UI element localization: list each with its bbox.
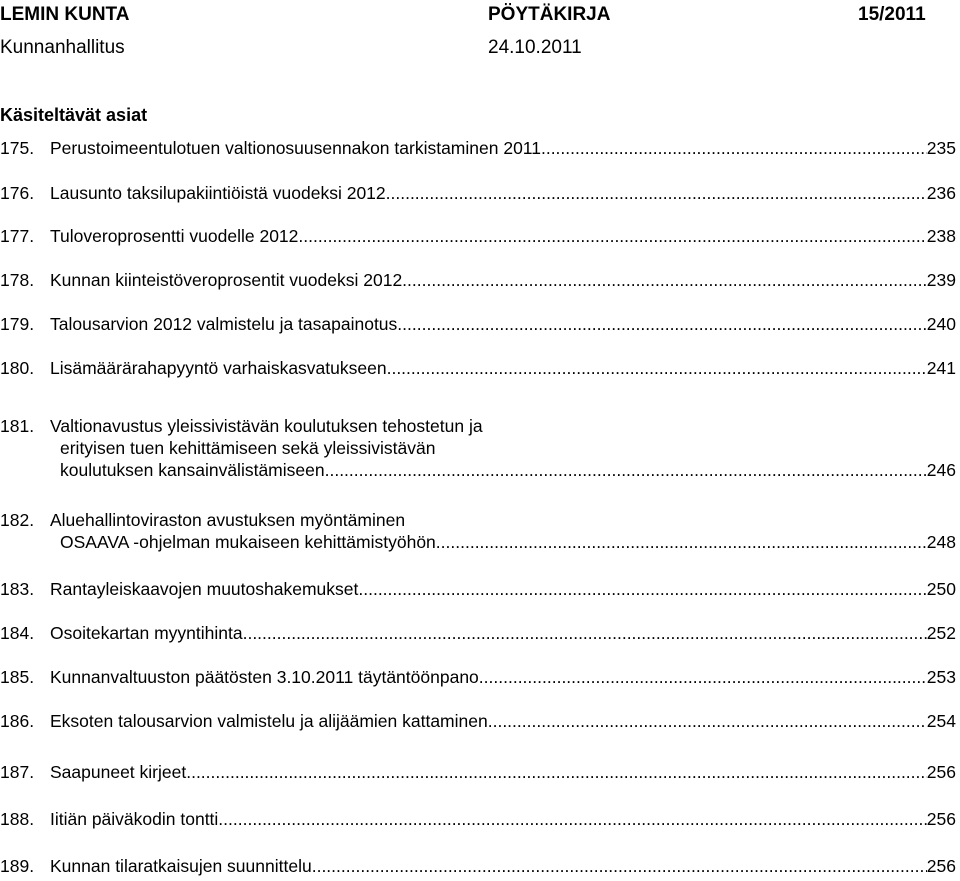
dot-leader [303, 225, 927, 247]
item-number: 180. [0, 358, 35, 378]
item-title: Lisämäärärahapyyntö varhaiskasvatukseen. [50, 358, 392, 378]
item-number: 181. [0, 416, 35, 436]
item-title: Valtionavustus yleissivistävän koulutuksen tehostetun ja [50, 416, 483, 436]
item-number: 177. [0, 226, 35, 246]
dot-leader [329, 459, 926, 481]
item-title: Aluehallintoviraston avustuksen myöntäminen [50, 510, 406, 530]
item-title: Osoitekartan myyntihinta. [50, 623, 248, 643]
page-number: 254 [926, 711, 956, 731]
agenda-item [0, 269, 956, 291]
dot-leader [247, 622, 926, 644]
dot-leader [391, 357, 926, 379]
agenda-item [0, 666, 956, 688]
item-title: Talousarvion 2012 valmistelu ja tasapainotus. [50, 314, 403, 334]
dot-leader [407, 269, 927, 291]
item-number: 183. [0, 579, 35, 599]
agenda-item [0, 509, 956, 553]
item-number: 179. [0, 314, 35, 334]
item-number: 182. [0, 510, 35, 530]
organization-name: LEMIN KUNTA [0, 4, 130, 25]
page-number: 256 [926, 809, 956, 829]
page-number: 236 [926, 183, 956, 203]
item-number: 175. [0, 138, 35, 158]
agenda-item [0, 622, 956, 644]
dot-leader [223, 808, 927, 830]
dot-leader [441, 531, 927, 553]
agenda-item [0, 710, 956, 732]
page-number: 235 [926, 138, 956, 158]
page-number: 240 [926, 314, 956, 334]
item-number: 186. [0, 711, 35, 731]
item-title: Tuloveroprosentti vuodelle 2012. [50, 226, 304, 246]
document-number: 15/2011 [858, 4, 926, 25]
meeting-body: Kunnanhallitus [0, 37, 125, 58]
item-number: 176. [0, 183, 35, 203]
agenda-item [0, 182, 956, 204]
page-number: 246 [926, 460, 956, 480]
item-title: Kunnanvaltuuston päätösten 3.10.2011 täytäntöönpano. [50, 667, 484, 687]
dot-leader [484, 666, 927, 688]
dot-leader [541, 137, 927, 159]
page-number: 241 [926, 358, 956, 378]
page-number: 252 [926, 623, 956, 643]
item-number: 178. [0, 270, 35, 290]
agenda-item [0, 415, 956, 481]
meeting-date: 24.10.2011 [488, 37, 582, 58]
agenda-item [0, 137, 956, 159]
item-title: Lausunto taksilupakiintiöistä vuodeksi 2012. [50, 183, 391, 203]
item-title: Kunnan tilaratkaisujen suunnittelu. [50, 856, 317, 876]
dot-leader [493, 710, 927, 732]
agenda-item [0, 578, 956, 600]
document-type: PÖYTÄKIRJA [488, 4, 611, 25]
section-title: Käsiteltävät asiat [0, 105, 148, 125]
dot-leader [363, 578, 927, 600]
agenda-item [0, 808, 956, 830]
agenda-item [0, 357, 956, 379]
page-number: 253 [926, 667, 956, 687]
item-number: 185. [0, 667, 35, 687]
dot-leader [402, 313, 927, 335]
item-number: 184. [0, 623, 35, 643]
item-title: Kunnan kiinteistöveroprosentit vuodeksi 2012. [50, 270, 408, 290]
item-title: Eksoten talousarvion valmistelu ja alijäämien kattaminen. [50, 711, 493, 731]
page-number: 256 [926, 762, 956, 782]
page-number: 248 [926, 532, 956, 552]
item-title: OSAAVA -ohjelman mukaiseen kehittämistyöhön. [60, 532, 441, 552]
page-number: 239 [926, 270, 956, 290]
page-number: 250 [926, 579, 956, 599]
dot-leader [191, 761, 927, 783]
item-title: erityisen tuen kehittämiseen sekä yleissivistävän [60, 438, 436, 458]
agenda-item [0, 313, 956, 335]
dot-leader [317, 855, 927, 877]
agenda-item [0, 225, 956, 247]
item-title: Saapuneet kirjeet. [50, 762, 192, 782]
item-number: 189. [0, 856, 35, 876]
agenda-item [0, 761, 956, 783]
item-title: koulutuksen kansainvälistämiseen. [60, 460, 330, 480]
dot-leader [391, 182, 927, 204]
item-number: 188. [0, 809, 35, 829]
item-title: Perustoimeentulotuen valtionosuusennakon tarkistaminen 2011 [50, 138, 541, 158]
item-title: Rantayleiskaavojen muutoshakemukset. [50, 579, 364, 599]
item-title: Iitiän päiväkodin tontti. [50, 809, 224, 829]
item-number: 187. [0, 762, 35, 782]
page-number: 256 [926, 856, 956, 876]
page-number: 238 [926, 226, 956, 246]
agenda-item [0, 855, 956, 877]
